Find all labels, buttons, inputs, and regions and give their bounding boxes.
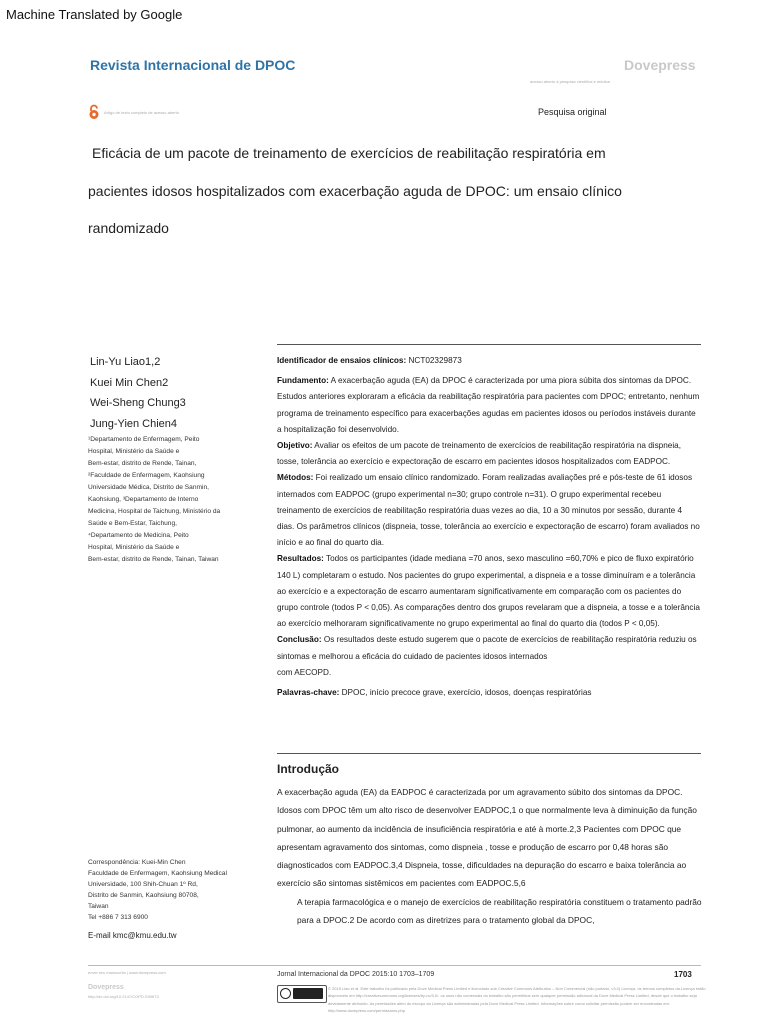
affiliation-line: Bem-estar, distrito de Rende, Tainan, xyxy=(88,460,197,467)
affiliation-line: ²Faculdade de Enfermagem, Kaohsiung xyxy=(88,472,205,479)
section-label: Resultados: xyxy=(277,554,324,564)
correspondence-line: Faculdade de Enfermagem, Kaohsiung Medical xyxy=(88,870,227,877)
title-line-3: randomizado xyxy=(88,220,169,236)
affiliations xyxy=(88,434,263,566)
abstract-conclusion-end: com AECOPD. xyxy=(277,667,332,677)
open-access-icon xyxy=(88,104,100,120)
intro-body xyxy=(277,783,705,929)
section-label: Objetivo: xyxy=(277,441,313,451)
open-access-label: Artigo de texto completo de acesso aberto xyxy=(104,110,179,115)
section-label: Conclusão: xyxy=(277,635,322,645)
journal-citation: Jornal Internacional da DPOC 2015:10 1703–1709 xyxy=(277,971,435,978)
article-type: Pesquisa original xyxy=(538,107,607,117)
license-text: © 2015 Liao et al. Este trabalho foi publicado pela Dove Medical Press Limited e licenciado sob Creative Commons Attribution – Non Commercial (não portado, v3.0) Licença. os termos completos da Licença estão disponíveis em http://creativecommons.org/licenses/by-nc/3.0/. os usos não comerciais do trabalho são permitidos sem qualquer permissão adicional da Dove Medical Press Limited, desde que o trabalho seja devidamente atribuído. As permissões além do escopo da Licença são administradas pela Dove Medical Press Limited. Informações sobre como solicitar permissão podem ser encontradas em: http://www.dovepress.com/permissions.php xyxy=(328,986,706,1013)
journal-title[interactable]: Revista Internacional de DPOC xyxy=(90,57,296,73)
correspondence-line: Tel +886 7 313 6900 xyxy=(88,914,148,921)
correspondence-line: Universidade, 100 Shih-Chuan 1º Rd, xyxy=(88,881,198,888)
affiliation-line: Bem-estar, distrito de Rende, Tainan, Taiwan xyxy=(88,556,219,563)
trial-id[interactable]: NCT02329873 xyxy=(406,356,462,365)
abstract-methods: Métodos: Foi realizado um ensaio clínico randomizado. Foram realizadas avaliações pré e pós-teste de 61 idosos internados com EADPOC (grupo experimental n=30; grupo controle n=31). O grupo experimental recebeu treinamento de exercícios de reabilitação respiratória duas vezes ao dia, 10 a 30 minutos por sessão, durante 4 dias. Os parâmetros clínicos (dispneia, tosse, tolerância ao exercício e expectoração de escarro) foram avaliados no início e ao final do quarto dia. xyxy=(277,473,700,548)
publisher-logo[interactable]: Dovepress xyxy=(624,57,696,73)
doi-link[interactable]: http://dx.doi.org/10.2147/COPD.S90673 xyxy=(88,994,159,999)
section-label: Palavras-chave: xyxy=(277,688,340,698)
correspondence xyxy=(88,857,263,923)
author: Wei-Sheng Chung3 xyxy=(90,397,186,409)
section-label: Identificador de ensaios clínicos: xyxy=(277,356,407,365)
footer-publisher[interactable]: Dovepress xyxy=(88,984,124,991)
affiliation-line: Universidade Médica, Distrito de Sanmin, xyxy=(88,484,209,491)
affiliation-line: Medicina, Hospital de Taichung, Ministério da xyxy=(88,508,221,515)
abstract-keywords: Palavras-chave: DPOC, início precoce grave, exercício, idosos, doenças respiratórias xyxy=(277,688,592,698)
author: Lin-Yu Liao1,2 xyxy=(90,356,161,368)
footer-rule xyxy=(88,965,701,966)
correspondence-line: Correspondência: Kuei-Min Chen xyxy=(88,859,186,866)
author: Jung-Yien Chien4 xyxy=(90,417,178,430)
abstract-objective: Objetivo: Avaliar os efeitos de um pacote de treinamento de exercícios de reabilitação respiratória na dispneia, tosse, tolerância ao exercício e expectoração de escarro em pacientes idosos hospitalizados com EADPOC. xyxy=(277,441,681,467)
trial-identifier xyxy=(277,353,701,369)
page-number: 1703 xyxy=(674,970,692,979)
title-line-1: Eficácia de um pacote de treinamento de exercícios de reabilitação respiratória em xyxy=(92,145,606,161)
submit-link[interactable]: envie seu manuscrito | www.dovepress.com xyxy=(88,970,166,975)
paragraph: A exacerbação aguda (EA) da EADPOC é caracterizada por um agravamento súbito dos sintomas da DPOC. Idosos com DPOC têm um alto risco de desenvolver EADPOC,1 o que normalmente leva à diminuição da função pulmonar, ao aumento da incidência de insuficiência respiratória e até à morte.2,3 Pacientes com DPOC que apresentam agravamento dos sintomas, como dispneia , tosse e produção de escarro por 0,48 horas são diagnosticados com EADPOC.3,4 Dispneia, tosse, dificuldades na depuração do escarro e baixa tolerância ao exercício são sintomas sistêmicos em pacientes com EADPOC.5,6 xyxy=(277,787,697,889)
affiliation-line: Hospital, Ministério da Saúde e xyxy=(88,544,180,551)
correspondence-line: Distrito de Sanmin, Kaohsiung 80708, xyxy=(88,892,199,899)
author-list xyxy=(90,352,186,434)
title-line-2: pacientes idosos hospitalizados com exacerbação aguda de DPOC: um ensaio clínico xyxy=(88,182,622,199)
affiliation-line: Kaohsiung, ³Departamento de Interno xyxy=(88,496,199,503)
author: Kuei Min Chen2 xyxy=(90,376,169,389)
section-label: Métodos: xyxy=(277,473,314,483)
publisher-tagline: acesso aberto à pesquisa científica e médica xyxy=(530,79,610,84)
creative-commons-icon[interactable] xyxy=(277,985,327,1003)
abstract-conclusion: Conclusão: Os resultados deste estudo sugerem que o pacote de exercícios de reabilitação respiratória reduziu os sintomas e melhorou a eficácia do cuidado de pacientes idosos internados xyxy=(277,635,697,661)
abstract xyxy=(277,353,701,701)
paragraph: A terapia farmacológica e o manejo de exercícios de reabilitação respiratória constituem o tratamento padrão para a DPOC.2 De acordo com as diretrizes para o tratamento global da DPOC, xyxy=(297,896,702,926)
correspondence-line: Taiwan xyxy=(88,903,109,910)
machine-translation-banner: Machine Translated by Google xyxy=(6,7,183,22)
article-title xyxy=(88,135,688,248)
affiliation-line: Hospital, Ministério da Saúde e xyxy=(88,448,180,455)
abstract-top-rule xyxy=(277,344,701,345)
section-heading: Introdução xyxy=(277,762,339,776)
section-label: Fundamento: xyxy=(277,376,329,386)
affiliation-line: ⁴Departamento de Medicina, Peito xyxy=(88,532,189,539)
email-link[interactable]: E-mail kmc@kmu.edu.tw xyxy=(88,931,177,940)
affiliation-line: ¹Departamento de Enfermagem, Peito xyxy=(88,436,200,443)
affiliation-line: Saúde e Bem-Estar, Taichung, xyxy=(88,520,177,527)
abstract-background: Fundamento: A exacerbação aguda (EA) da DPOC é caracterizada por uma piora súbita dos sintomas da DPOC. Estudos anteriores exploraram a eficácia da reabilitação respiratória para pacientes com DPOC; entretanto, nenhum programa de treinamento específico para exacerbações agudas em pacientes idosos ou períodos instáveis durante a hospitalização foi desenvolvido. xyxy=(277,376,700,434)
abstract-results: Resultados: Todos os participantes (idade mediana =70 anos, sexo masculino =60,70% e pico de fluxo expiratório 140 L) completaram o estudo. Nos pacientes do grupo experimental, a dispneia e a tosse diminuíram e a tolerância ao exercício e a expectoração de escarro aumentaram significativamente em comparação com os pacientes do grupo controle (todos P < 0,05). As comparações dentro dos grupos revelaram que a dispneia, a tosse e a tolerância ao exercício melhoraram significativamente no grupo experimental ao final do quarto dia (todos P < 0,05). xyxy=(277,554,700,629)
abstract-bottom-rule xyxy=(277,753,701,754)
